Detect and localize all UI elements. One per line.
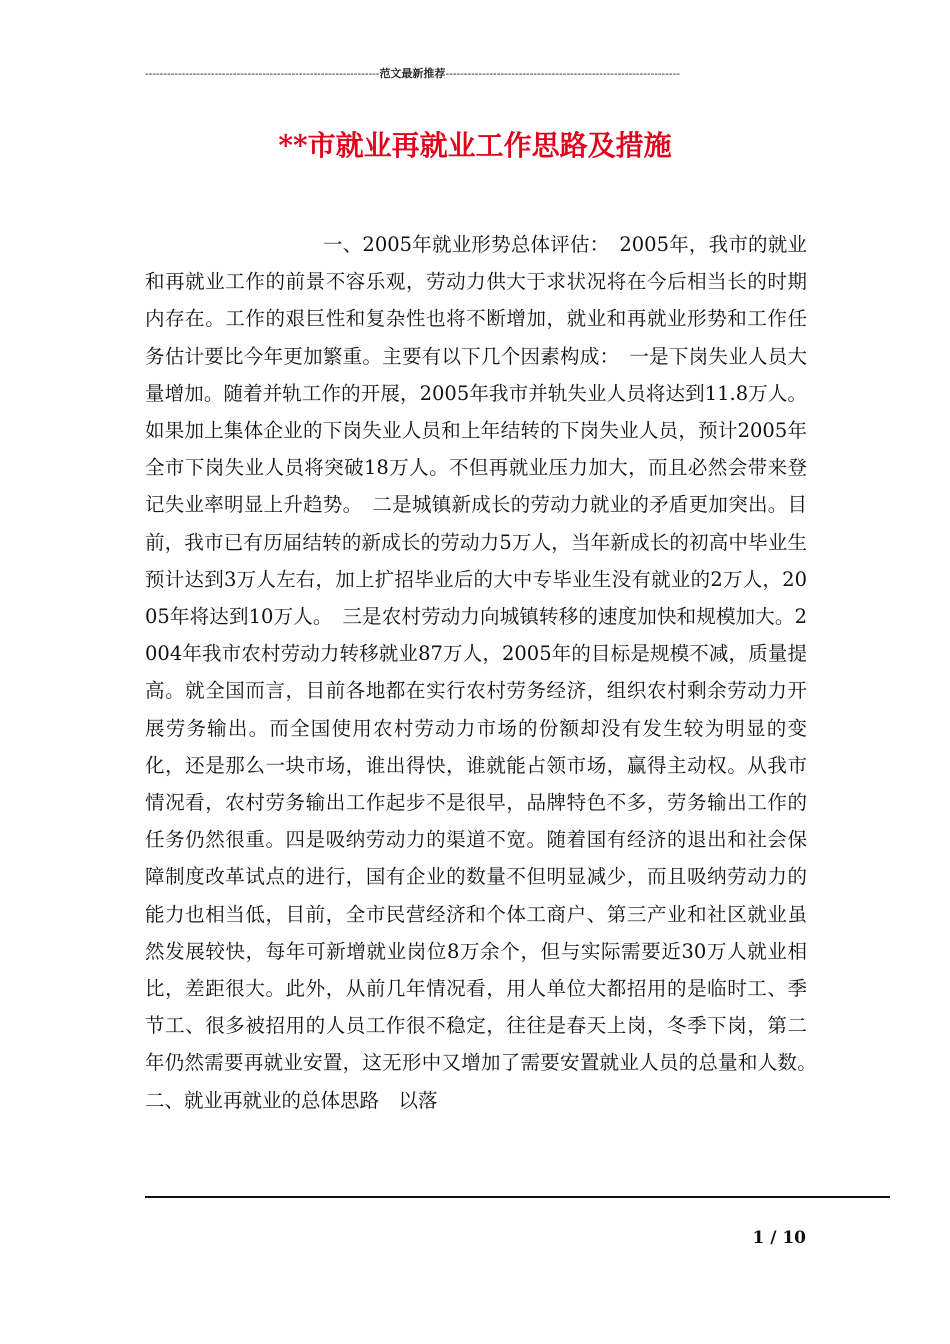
document-title: **市就业再就业工作思路及措施 [278,129,672,162]
header-label: 范文最新推荐 [379,68,446,80]
page-header [145,66,795,82]
header-left-rule: ---------------------------------------------------------------- [145,68,380,80]
body-paragraph: 一、2005年就业形势总体评估： 2005年，我市的就业和再就业工作的前景不容乐观，劳动力供大于求状况将在今后相当长的时期内存在。工作的艰巨性和复杂性也将不断增加，就业和再就业形势和工作任务估计要比今年更加繁重。主要有以下几个因素构成： 一是下岗失业人员大量增加。随着并轨工作的开展，2005年我市并轨失业人员将达到11.8万人。如果加上集体企业的下岗失业人员和上年结转的下岗失业人员，预计2005年全市下岗失业人员将突破18万人。不但再就业压力加大，而且必然会带来登记失业率明显上升趋势。 二是城镇新成长的劳动力就业的矛盾更加突出。目前，我市已有历届结转的新成长的劳动力5万人，当年新成长的初高中毕业生预计达到3万人左右，加上扩招毕业后的大中专毕业生没有就业的2万人，2005年将达到10万人。 三是农村劳动力向城镇转移的速度加快和规模加大。2004年我市农村劳动力转移就业87万人，2005年的目标是规模不减，质量提高。就全国而言，目前各地都在实行农村劳务经济，组织农村剩余劳动力开展劳务输出。而全国使用农村劳动力市场的份额却没有发生较为明显的变化，还是那么一块市场，谁出得快，谁就能占领市场，赢得主动权。从我市情况看，农村劳务输出工作起步不是很早，品牌特色不多，劳务输出工作的任务仍然很重。四是吸纳劳动力的渠道不宽。随着国有经济的退出和社会保障制度改革试点的进行，国有企业的数量不但明显减少，而且吸纳劳动力的能力也相当低，目前，全市民营经济和个体工商户、第三产业和社区就业虽然发展较快，每年可新增就业岗位8万余个，但与实际需要近30万人就业相比，差距很大。此外，从前几年情况看，用人单位大都招用的是临时工、季节工、很多被招用的人员工作很不稳定，往往是春天上岗，冬季下岗，第二年仍然需要再就业安置，这无形中又增加了需要安置就业人员的总量和人数。 二、就业再就业的总体思路 以落 [145,233,827,1112]
page-number: 1 / 10 [752,1228,806,1248]
footer-divider [145,1196,890,1198]
header-right-rule: ---------------------------------------------------------------- [445,68,680,80]
